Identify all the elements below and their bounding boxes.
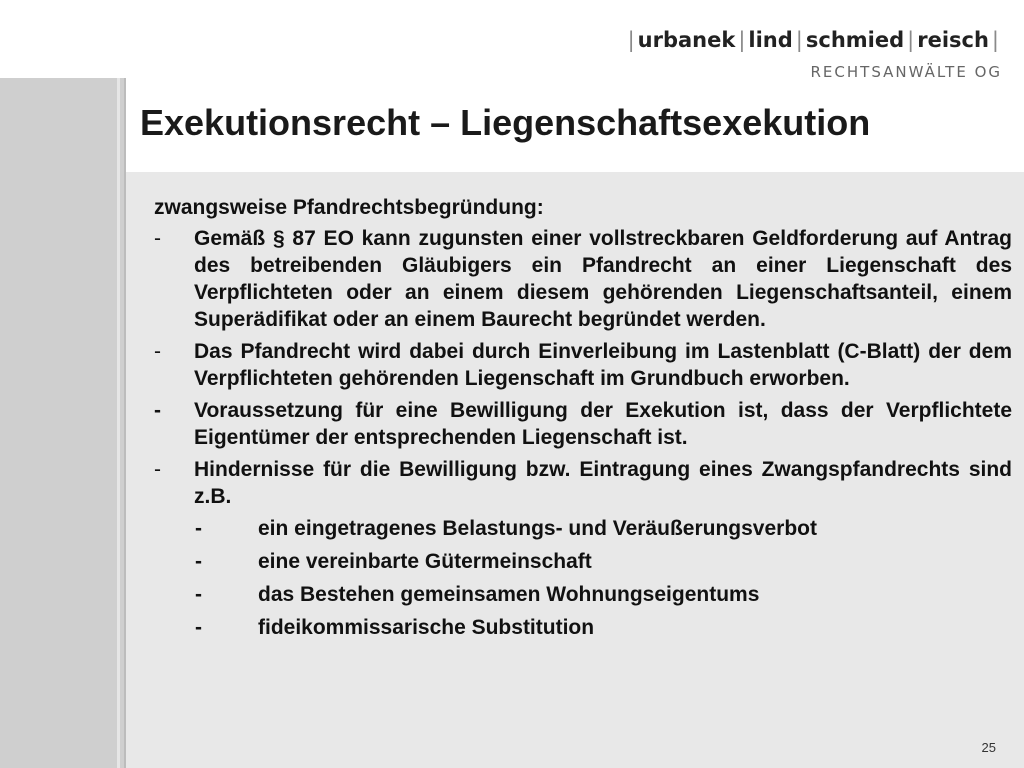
bullet-dash: - — [154, 458, 161, 481]
logo-separator: | — [991, 28, 999, 52]
logo-part-reisch: reisch — [917, 28, 989, 52]
left-decorative-bar — [0, 78, 126, 768]
logo-separator: | — [795, 28, 803, 52]
sub-list-item-text: eine vereinbarte Gütermeinschaft — [258, 550, 592, 573]
sub-list-item — [195, 548, 1012, 575]
bullet-dash: - — [154, 399, 161, 422]
list-item — [154, 338, 1012, 392]
section-heading: zwangsweise Pfandrechtsbegründung: — [154, 196, 544, 219]
content-panel — [126, 172, 1024, 768]
sub-bullet-dash: - — [195, 550, 202, 573]
sub-bullet-dash: - — [195, 583, 202, 606]
slide-title: Exekutionsrecht – Liegenschaftsexekution — [140, 102, 871, 143]
logo-part-schmied: schmied — [805, 28, 905, 52]
logo-subtitle: RECHTSANWÄLTE OG — [810, 63, 1002, 81]
sub-list-item — [195, 515, 1012, 542]
list-item — [154, 397, 1012, 451]
logo-separator: | — [627, 28, 635, 52]
sub-list-item-text: das Bestehen gemeinsamen Wohnungseigentums — [258, 583, 760, 606]
logo-separator: | — [738, 28, 746, 52]
sub-bullet-dash: - — [195, 517, 202, 540]
list-item-text: Hindernisse für die Bewilligung bzw. Eintragung eines Zwangspfandrechts sind z.B. — [194, 458, 1012, 508]
company-logo — [625, 28, 1002, 52]
bullet-dash: - — [154, 227, 161, 250]
sub-list-item-text: ein eingetragenes Belastungs- und Veräußerungsverbot — [258, 517, 817, 540]
logo-separator: | — [907, 28, 915, 52]
slide-body — [154, 194, 1012, 647]
list-item-text: Voraussetzung für eine Bewilligung der Exekution ist, dass der Verpflichtete Eigentümer der entsprechenden Liegenschaft ist. — [194, 399, 1012, 449]
sub-list-item — [195, 581, 1012, 608]
list-item — [154, 225, 1012, 333]
sub-list-item — [195, 614, 1012, 641]
sub-bullet-dash: - — [195, 616, 202, 639]
logo-part-lind: lind — [748, 28, 793, 52]
list-item-text: Das Pfandrecht wird dabei durch Einverleibung im Lastenblatt (C-Blatt) der dem Verpflichteten gehörenden Liegenschaft im Grundbuch erworben. — [194, 340, 1012, 390]
sub-list-item-text: fideikommissarische Substitution — [258, 616, 595, 639]
bullet-dash: - — [154, 340, 161, 363]
logo-part-urbanek: urbanek — [637, 28, 736, 52]
list-item-text: Gemäß § 87 EO kann zugunsten einer vollstreckbaren Geldforderung auf Antrag des betreibenden Gläubigers ein Pfandrecht an einer Liegenschaft des Verpflichteten oder an einem diesem gehörenden Liegenschaftsanteil, einem Superädifikat oder an einem Baurecht begründet werden. — [194, 227, 1012, 331]
list-item — [154, 456, 1012, 510]
page-number: 25 — [981, 740, 996, 755]
